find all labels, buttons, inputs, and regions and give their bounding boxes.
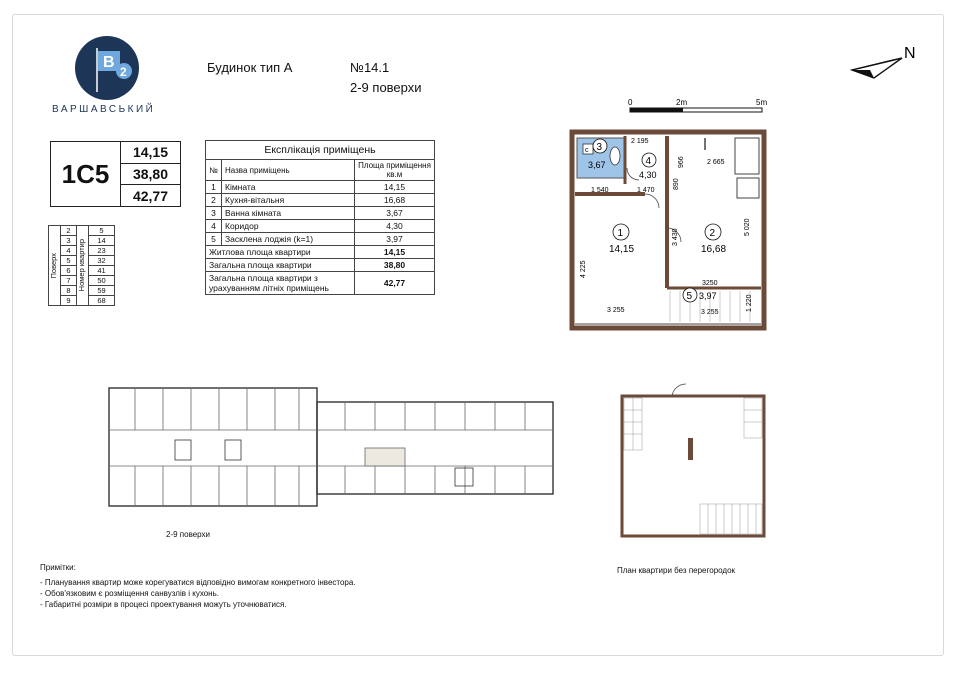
explication-title: Експлікація приміщень	[206, 141, 435, 160]
apartment-cell: 23	[89, 246, 115, 256]
living-area-value: 14,15	[121, 142, 180, 164]
open-plan	[612, 380, 770, 542]
room-2-number: 2	[709, 228, 716, 239]
logo-wordmark: ВАРШАВСЬКИЙ	[52, 104, 156, 115]
bath-label: с	[585, 147, 589, 154]
scale-bar	[622, 96, 772, 118]
unit-code: 1С5	[51, 142, 121, 206]
dim-3255-room1: 3 255	[607, 307, 625, 314]
logo-letter-b: B	[103, 54, 115, 71]
floor-column-label: Поверх	[49, 226, 61, 306]
building-number: №14.1	[350, 60, 390, 75]
room-5-number: 5	[686, 291, 693, 302]
scale-5m: 5m	[756, 98, 768, 107]
room-3-number: 3	[596, 142, 603, 153]
floor-plan-caption: 2-9 поверхи	[166, 530, 211, 539]
dim-1220: 1 220	[746, 294, 753, 312]
floor-cell: 5	[61, 256, 77, 266]
notes-title: Примітки:	[40, 563, 76, 572]
note-item: - Планування квартир може корегуватися відповідно вимогам конкретного інвестора.	[40, 578, 356, 587]
table-row: 4 Коридор 4,30	[206, 220, 435, 233]
floor-cell: 8	[61, 286, 77, 296]
room-3-area: 3,67	[588, 160, 606, 170]
dim-2665: 2 665	[707, 159, 725, 166]
dim-966: 966	[678, 156, 685, 168]
room-1-number: 1	[617, 228, 624, 239]
apartment-plan	[565, 128, 775, 332]
dim-3255-loggia: 3 255	[701, 309, 719, 316]
col-name-header: Назва приміщень	[222, 160, 355, 181]
apartment-cell: 14	[89, 236, 115, 246]
col-number-header: №	[206, 160, 222, 181]
apartment-cell: 59	[89, 286, 115, 296]
dim-3250: 3250	[702, 280, 718, 287]
floor-cell: 3	[61, 236, 77, 246]
logo-icon	[75, 36, 139, 100]
col-area-header: Площа приміщення кв.м	[355, 160, 435, 181]
apartment-column-label: Номер квартир	[77, 226, 89, 306]
dim-4225: 4 225	[580, 260, 587, 278]
logo-letter-2: 2	[120, 65, 127, 79]
scale-2m: 2m	[676, 98, 688, 107]
dim-5020: 5 020	[744, 218, 751, 236]
highlighted-apartment	[365, 448, 405, 466]
note-item: - Обов'язковим є розміщення санвузлів і кухонь.	[40, 589, 219, 598]
typical-floor-plan	[105, 384, 557, 512]
floor-cell: 2	[61, 226, 77, 236]
north-arrow-icon	[848, 40, 924, 82]
notes	[40, 562, 356, 610]
dim-1540: 1 540	[591, 187, 609, 194]
table-row: 3 Ванна кімната 3,67	[206, 207, 435, 220]
apartment-cell: 5	[89, 226, 115, 236]
north-label: N	[904, 45, 916, 62]
apartment-area-value: 38,80	[121, 164, 180, 186]
explication-table	[205, 140, 435, 295]
floor-cell: 7	[61, 276, 77, 286]
table-row: 1 Кімната 14,15	[206, 181, 435, 194]
dim-1470: 1 470	[637, 187, 655, 194]
totals-row: Житлова площа квартири 14,15	[206, 246, 435, 259]
apartment-cell: 41	[89, 266, 115, 276]
floor-cell: 9	[61, 296, 77, 306]
dim-2195: 2 195	[631, 138, 649, 145]
apartment-cell: 50	[89, 276, 115, 286]
table-row: 5 Засклена лоджія (k=1) 3,97	[206, 233, 435, 246]
open-plan-caption: План квартири без перегородок	[617, 566, 736, 575]
room-1-area: 14,15	[609, 244, 635, 255]
apartment-cell: 68	[89, 296, 115, 306]
apartment-cell: 32	[89, 256, 115, 266]
room-2-area: 16,68	[701, 244, 727, 255]
scale-0: 0	[628, 98, 633, 107]
totals-row: Загальна площа квартири з урахуванням літніх приміщень 42,77	[206, 272, 435, 295]
floor-cell: 4	[61, 246, 77, 256]
room-5-area: 3,97	[699, 291, 717, 301]
totals-row: Загальна площа квартири 38,80	[206, 259, 435, 272]
unit-code-box	[50, 141, 181, 207]
dim-3430: 3 430	[672, 228, 679, 246]
room-4-number: 4	[645, 156, 652, 167]
floor-cell: 6	[61, 266, 77, 276]
building-type: Будинок тип А	[207, 60, 293, 75]
room-4-area: 4,30	[639, 170, 657, 180]
table-row: 2 Кухня-вітальня 16,68	[206, 194, 435, 207]
floors-table	[48, 225, 115, 306]
total-area-value: 42,77	[132, 187, 169, 204]
floors-range: 2-9 поверхи	[350, 80, 422, 95]
note-item: - Габаритні розміри в процесі проектування можуть уточнюватися.	[40, 600, 287, 609]
dim-890: 890	[673, 178, 680, 190]
